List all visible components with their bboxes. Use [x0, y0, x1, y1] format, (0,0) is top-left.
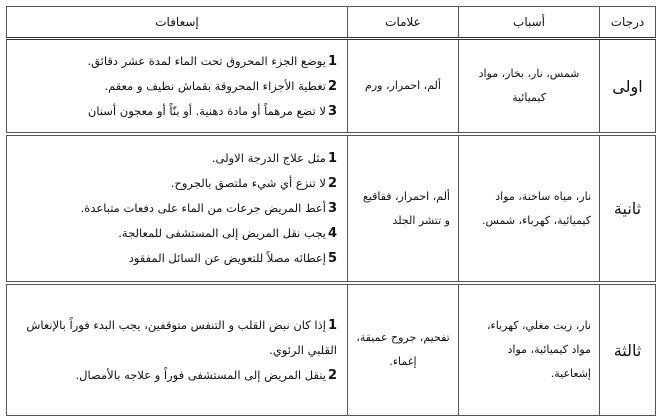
- item-text: يوضع الجزء المحروق تحت الماء لمدة عشر دقائق.: [87, 53, 326, 68]
- list-item: [13, 313, 337, 363]
- signs-text: ألم، احمرار، ورم: [365, 79, 441, 92]
- table-row: [7, 136, 656, 282]
- list-item: [13, 246, 337, 271]
- first-aid-cell: [7, 285, 348, 416]
- list-item: [13, 196, 337, 221]
- grade-cell: اولى: [600, 39, 656, 133]
- list-item: [13, 146, 337, 171]
- header-causes: أسباب: [459, 7, 600, 39]
- item-text: تغطية الأجزاء المحروقة بقماش نظيف و معقم.: [104, 78, 326, 93]
- causes-text: نار، مياه ساخنة، مواد كيميائية، كهرباء، شمس.: [481, 189, 591, 227]
- table-row: [7, 285, 656, 416]
- item-number: 2: [327, 367, 337, 383]
- first-aid-cell: [7, 39, 348, 133]
- item-number: 1: [327, 317, 337, 333]
- item-text: إذا كان نبض القلب و التنفس متوقفين، يجب البدء فوراً بالإنعاش القلبي الرئوي.: [26, 317, 337, 357]
- list-item: [13, 171, 337, 196]
- signs-cell: [348, 136, 459, 282]
- causes-text: شمس، نار، بخار، مواد كيميائية: [478, 67, 580, 104]
- item-number: 5: [327, 251, 337, 266]
- header-row: [7, 7, 656, 39]
- signs-text: تفحيم، جروح عميقة، إغماء.: [356, 331, 450, 368]
- table-row: [7, 39, 656, 133]
- item-number: 2: [327, 78, 337, 94]
- item-text: أعط المريض جرعات من الماء على دفعات متباعدة.: [80, 201, 326, 215]
- causes-cell: [459, 285, 600, 416]
- item-text: ينقل المريض إلى المستشفى فوراً و علاجه بالأمصال.: [75, 367, 326, 382]
- item-number: 1: [327, 151, 337, 166]
- signs-cell: [348, 39, 459, 133]
- signs-text: ألم، احمرار، فقاقيع و تتشر الجلد: [362, 189, 450, 227]
- grade-cell: ثانية: [600, 136, 656, 282]
- item-text: لا تنزع أي شيء ملتصق بالجروح.: [170, 176, 326, 190]
- list-item: [13, 363, 337, 388]
- item-text: يجب نقل المريض إلى المستشفى للمعالجة.: [118, 226, 326, 240]
- item-text: مثل علاج الدرجة الاولى.: [211, 151, 326, 165]
- list-item: [13, 99, 337, 124]
- header-signs: علامات: [348, 7, 459, 39]
- list-item: [13, 74, 337, 99]
- signs-cell: [348, 285, 459, 416]
- list-item: [13, 221, 337, 246]
- first-aid-cell: [7, 136, 348, 282]
- burns-table: [6, 6, 656, 416]
- item-number: 2: [327, 176, 337, 191]
- header-grades: درجات: [600, 7, 656, 39]
- item-number: 4: [327, 226, 337, 241]
- item-number: 3: [327, 103, 337, 119]
- burns-table-container: [6, 6, 656, 409]
- list-item: [13, 49, 337, 74]
- item-text: إعطائه مصلاً للتعويض عن السائل المفقود: [128, 251, 326, 265]
- first-aid-list: [7, 313, 347, 388]
- item-number: 3: [327, 201, 337, 216]
- first-aid-list: [7, 49, 347, 124]
- grade-cell: ثالثة: [600, 285, 656, 416]
- causes-text: نار، زيت مغلي، كهرباء، مواد كيميائية، مواد إشعاعية.: [486, 319, 591, 380]
- causes-cell: [459, 136, 600, 282]
- causes-cell: [459, 39, 600, 133]
- item-number: 1: [327, 53, 337, 69]
- header-first-aid: إسعافات: [7, 7, 348, 39]
- first-aid-list: [7, 146, 347, 271]
- item-text: لا تضع مرهماً أو مادة دهنية. أو بنّاً أو معجون أسنان: [87, 103, 326, 118]
